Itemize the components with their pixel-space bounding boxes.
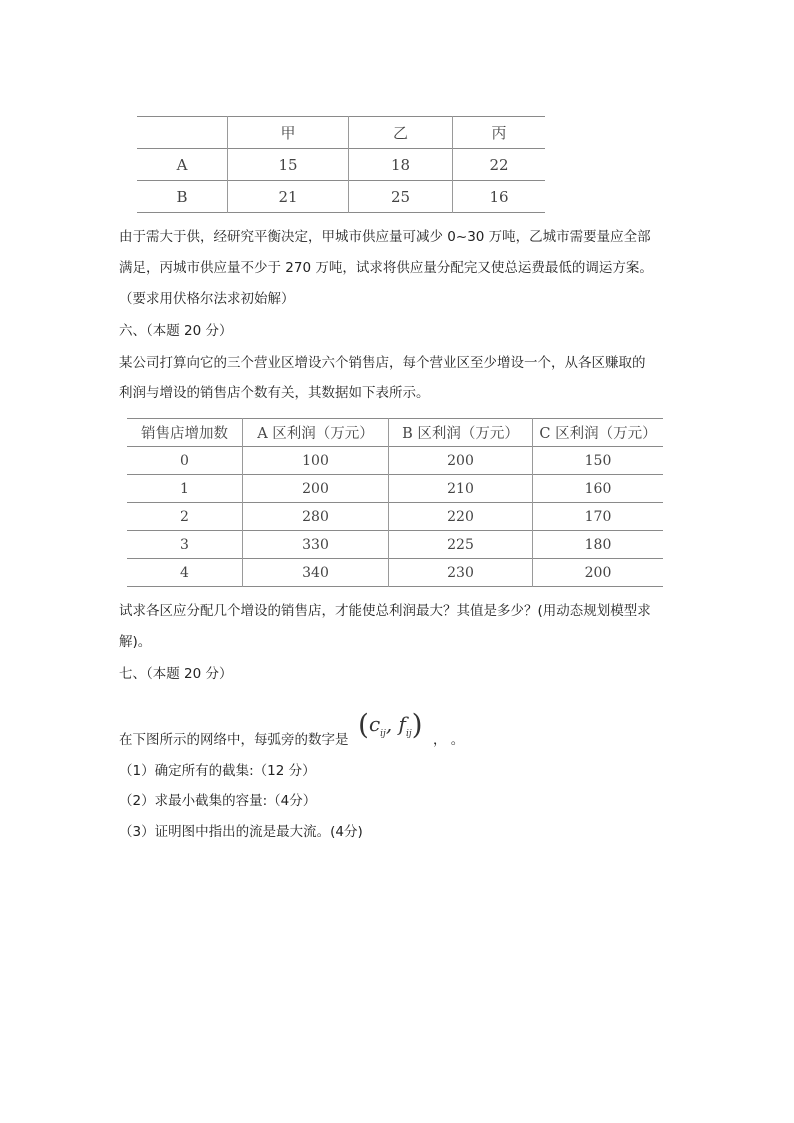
table-cell: B 区利润（万元） bbox=[389, 419, 533, 447]
table-header-row bbox=[127, 419, 663, 447]
paragraph-line: 解)。 bbox=[119, 634, 152, 650]
table-row bbox=[127, 531, 663, 559]
table-row bbox=[127, 447, 663, 475]
table-cell: 210 bbox=[389, 475, 533, 503]
table-cell: B bbox=[176, 187, 188, 206]
table-cell: 21 bbox=[228, 181, 349, 213]
table-cell: 340 bbox=[243, 559, 389, 587]
formula-f: f bbox=[398, 712, 406, 736]
table-cell: 15 bbox=[228, 149, 349, 181]
table-cell: 150 bbox=[533, 447, 664, 475]
table-cell: 16 bbox=[453, 181, 546, 213]
table-cell: 4 bbox=[180, 564, 189, 581]
table-cell: 乙 bbox=[349, 117, 453, 149]
table-row bbox=[137, 181, 545, 213]
transport-cost-table bbox=[137, 116, 545, 213]
arc-label-formula: ($c_{ij}$, $f_{ij}$) bbox=[358, 708, 423, 741]
table-cell: 22 bbox=[453, 149, 546, 181]
question-heading: 七、（本题 20 分） bbox=[119, 666, 233, 682]
paragraph-line: 某公司打算向它的三个营业区增设六个销售店，每个营业区至少增设一个，从各区赚取的 bbox=[119, 355, 646, 371]
paragraph-line: 由于需大于供，经研究平衡决定，甲城市供应量可减少 0~30 万吨，乙城市需要量应全部 bbox=[119, 229, 651, 245]
table-cell: A 区利润（万元） bbox=[243, 419, 389, 447]
list-item: （2）求最小截集的容量:（4分） bbox=[119, 793, 317, 809]
table-cell: 2 bbox=[180, 508, 189, 525]
table-cell bbox=[137, 117, 228, 149]
formula-sub: ij bbox=[405, 729, 412, 739]
table-cell: 25 bbox=[349, 181, 453, 213]
table-cell: 3 bbox=[180, 536, 189, 553]
table-cell: 330 bbox=[243, 531, 389, 559]
table-header-row bbox=[137, 117, 545, 149]
paragraph-line: （要求用伏格尔法求初始解） bbox=[119, 291, 295, 307]
table-cell: C 区利润（万元） bbox=[533, 419, 664, 447]
table-cell: 0 bbox=[180, 452, 189, 469]
paragraph-line-end: ， 。 bbox=[433, 732, 465, 748]
paragraph-line: 满足，丙城市供应量不少于 270 万吨，试求将供应量分配完又使总运费最低的调运方案。 bbox=[119, 260, 653, 276]
table-row bbox=[127, 475, 663, 503]
table-cell: 180 bbox=[533, 531, 664, 559]
table-row bbox=[127, 559, 663, 587]
table-cell: 销售店增加数 bbox=[141, 426, 228, 442]
table-row bbox=[137, 149, 545, 181]
table-cell: 225 bbox=[389, 531, 533, 559]
table-cell: 160 bbox=[533, 475, 664, 503]
table-cell: 100 bbox=[243, 447, 389, 475]
table-cell: 200 bbox=[533, 559, 664, 587]
table-row bbox=[127, 503, 663, 531]
table-cell: 230 bbox=[389, 559, 533, 587]
paragraph-line: 在下图所示的网络中，每弧旁的数字是 bbox=[119, 732, 349, 748]
table-cell: 18 bbox=[349, 149, 453, 181]
table-cell: 280 bbox=[243, 503, 389, 531]
table-cell: A bbox=[176, 155, 188, 174]
formula-c: c bbox=[368, 712, 381, 736]
table-cell: 200 bbox=[389, 447, 533, 475]
table-cell: 1 bbox=[180, 480, 189, 497]
table-cell: 丙 bbox=[453, 117, 546, 149]
table-cell: 170 bbox=[533, 503, 664, 531]
list-item: （3）证明图中指出的流是最大流。(4分) bbox=[119, 824, 363, 840]
list-item: （1）确定所有的截集:（12 分） bbox=[119, 763, 316, 779]
table-cell: 220 bbox=[389, 503, 533, 531]
question-heading: 六、（本题 20 分） bbox=[119, 323, 233, 339]
profit-table bbox=[127, 418, 663, 587]
formula-sub: ij bbox=[380, 729, 386, 739]
table-cell: 200 bbox=[243, 475, 389, 503]
paragraph-line: 试求各区应分配几个增设的销售店，才能使总利润最大？其值是多少？(用动态规划模型求 bbox=[119, 603, 651, 619]
paragraph-line: 利润与增设的销售店个数有关，其数据如下表所示。 bbox=[119, 385, 430, 401]
table-cell: 甲 bbox=[228, 117, 349, 149]
